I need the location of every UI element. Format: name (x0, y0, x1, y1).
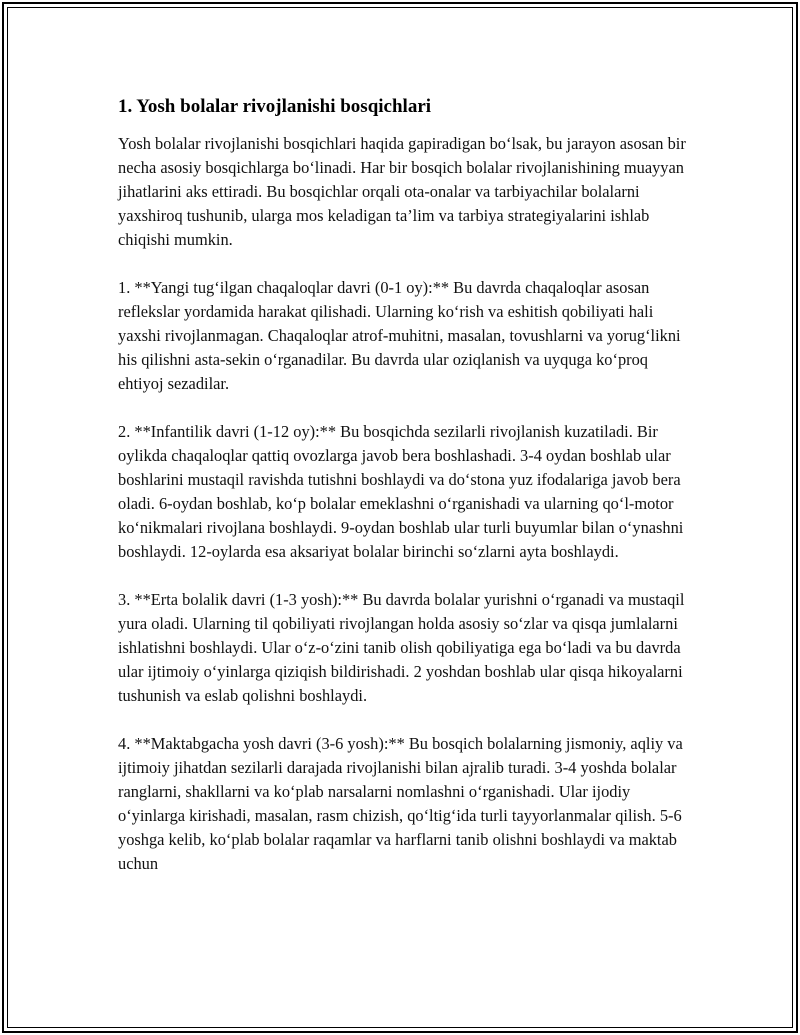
newborn-stage-paragraph: 1. **Yangi tug‘ilgan chaqaloqlar davri (0-1 oy):** Bu davrda chaqaloqlar asosan reflekslar yordamida harakat qilishadi. Ularning ko‘rish va eshitish qobiliyati hali yaxshi rivojlanmagan. Chaqaloqlar atrof-muhitni, masalan, tovushlarni va yorug‘likni his qilishni asta-sekin o‘rganadilar. Bu davrda ular oziqlanish va uyquga ko‘proq ehtiyoj sezadilar. (118, 278, 681, 393)
document-body (118, 94, 688, 900)
infancy-stage-paragraph: 2. **Infantilik davri (1-12 oy):** Bu bosqichda sezilarli rivojlanish kuzatiladi. Bir oylikda chaqaloqlar qattiq ovozlarga javob bera boshlashadi. 3-4 oydan boshlab ular boshlarini mustaqil ravishda tutishni boshlaydi va do‘stona yuz ifodalariga javob bera oladi. 6-oydan boshlab, ko‘p bolalar emeklashni o‘rganishadi va ularning qo‘l-motor ko‘nikmalari rivojlana boshlaydi. 9-oydan boshlab ular turli buyumlar bilan o‘ynashni boshlaydi. 12-oylarda esa aksariyat bolalar birinchi so‘zlarni ayta boshlaydi. (118, 422, 684, 561)
preschool-stage-paragraph: 4. **Maktabgacha yosh davri (3-6 yosh):** Bu bosqich bolalarning jismoniy, aqliy va ijtimoiy jihatdan sezilarli darajada rivojlanishi bilan ajralib turadi. 3-4 yoshda bolalar ranglarni, shakllarni va ko‘plab narsalarni nomlashni o‘rganishadi. Ular ijodiy o‘yinlarga kirishadi, masalan, rasm chizish, qo‘ltig‘ida turli tayyorlanmalar qilish. 5-6 yoshga kelib, ko‘plab bolalar raqamlar va harflarni tanib olishni boshlaydi va maktab uchun (118, 734, 683, 873)
section-heading: 1. Yosh bolalar rivojlanishi bosqichlari (118, 96, 432, 117)
intro-paragraph: Yosh bolalar rivojlanishi bosqichlari haqida gapiradigan bo‘lsak, bu jarayon asosan bir necha asosiy bosqichlarga bo‘linadi. Har bir bosqich bolalar rivojlanishining muayyan jihatlarini aks ettiradi. Bu bosqichlar orqali ota-onalar va tarbiyachilar bolalarni yaxshiroq tushunib, ularga mos keladigan ta’lim va tarbiya strategiyalarini ishlab chiqishi mumkin. (118, 134, 686, 249)
early-childhood-paragraph: 3. **Erta bolalik davri (1-3 yosh):** Bu davrda bolalar yurishni o‘rganadi va mustaqil yura oladi. Ularning til qobiliyati rivojlangan holda asosiy so‘zlar va qisqa jumlalarni ishlatishni boshlaydi. Ular o‘z-o‘zini tanib olish qobiliyatiga ega bo‘ladi va bu davrda ular ijtimoiy o‘yinlarga qiziqish bildirishadi. 2 yoshdan boshlab ular qisqa hikoyalarni tushunish va eslab qolishni boshlaydi. (118, 590, 685, 705)
